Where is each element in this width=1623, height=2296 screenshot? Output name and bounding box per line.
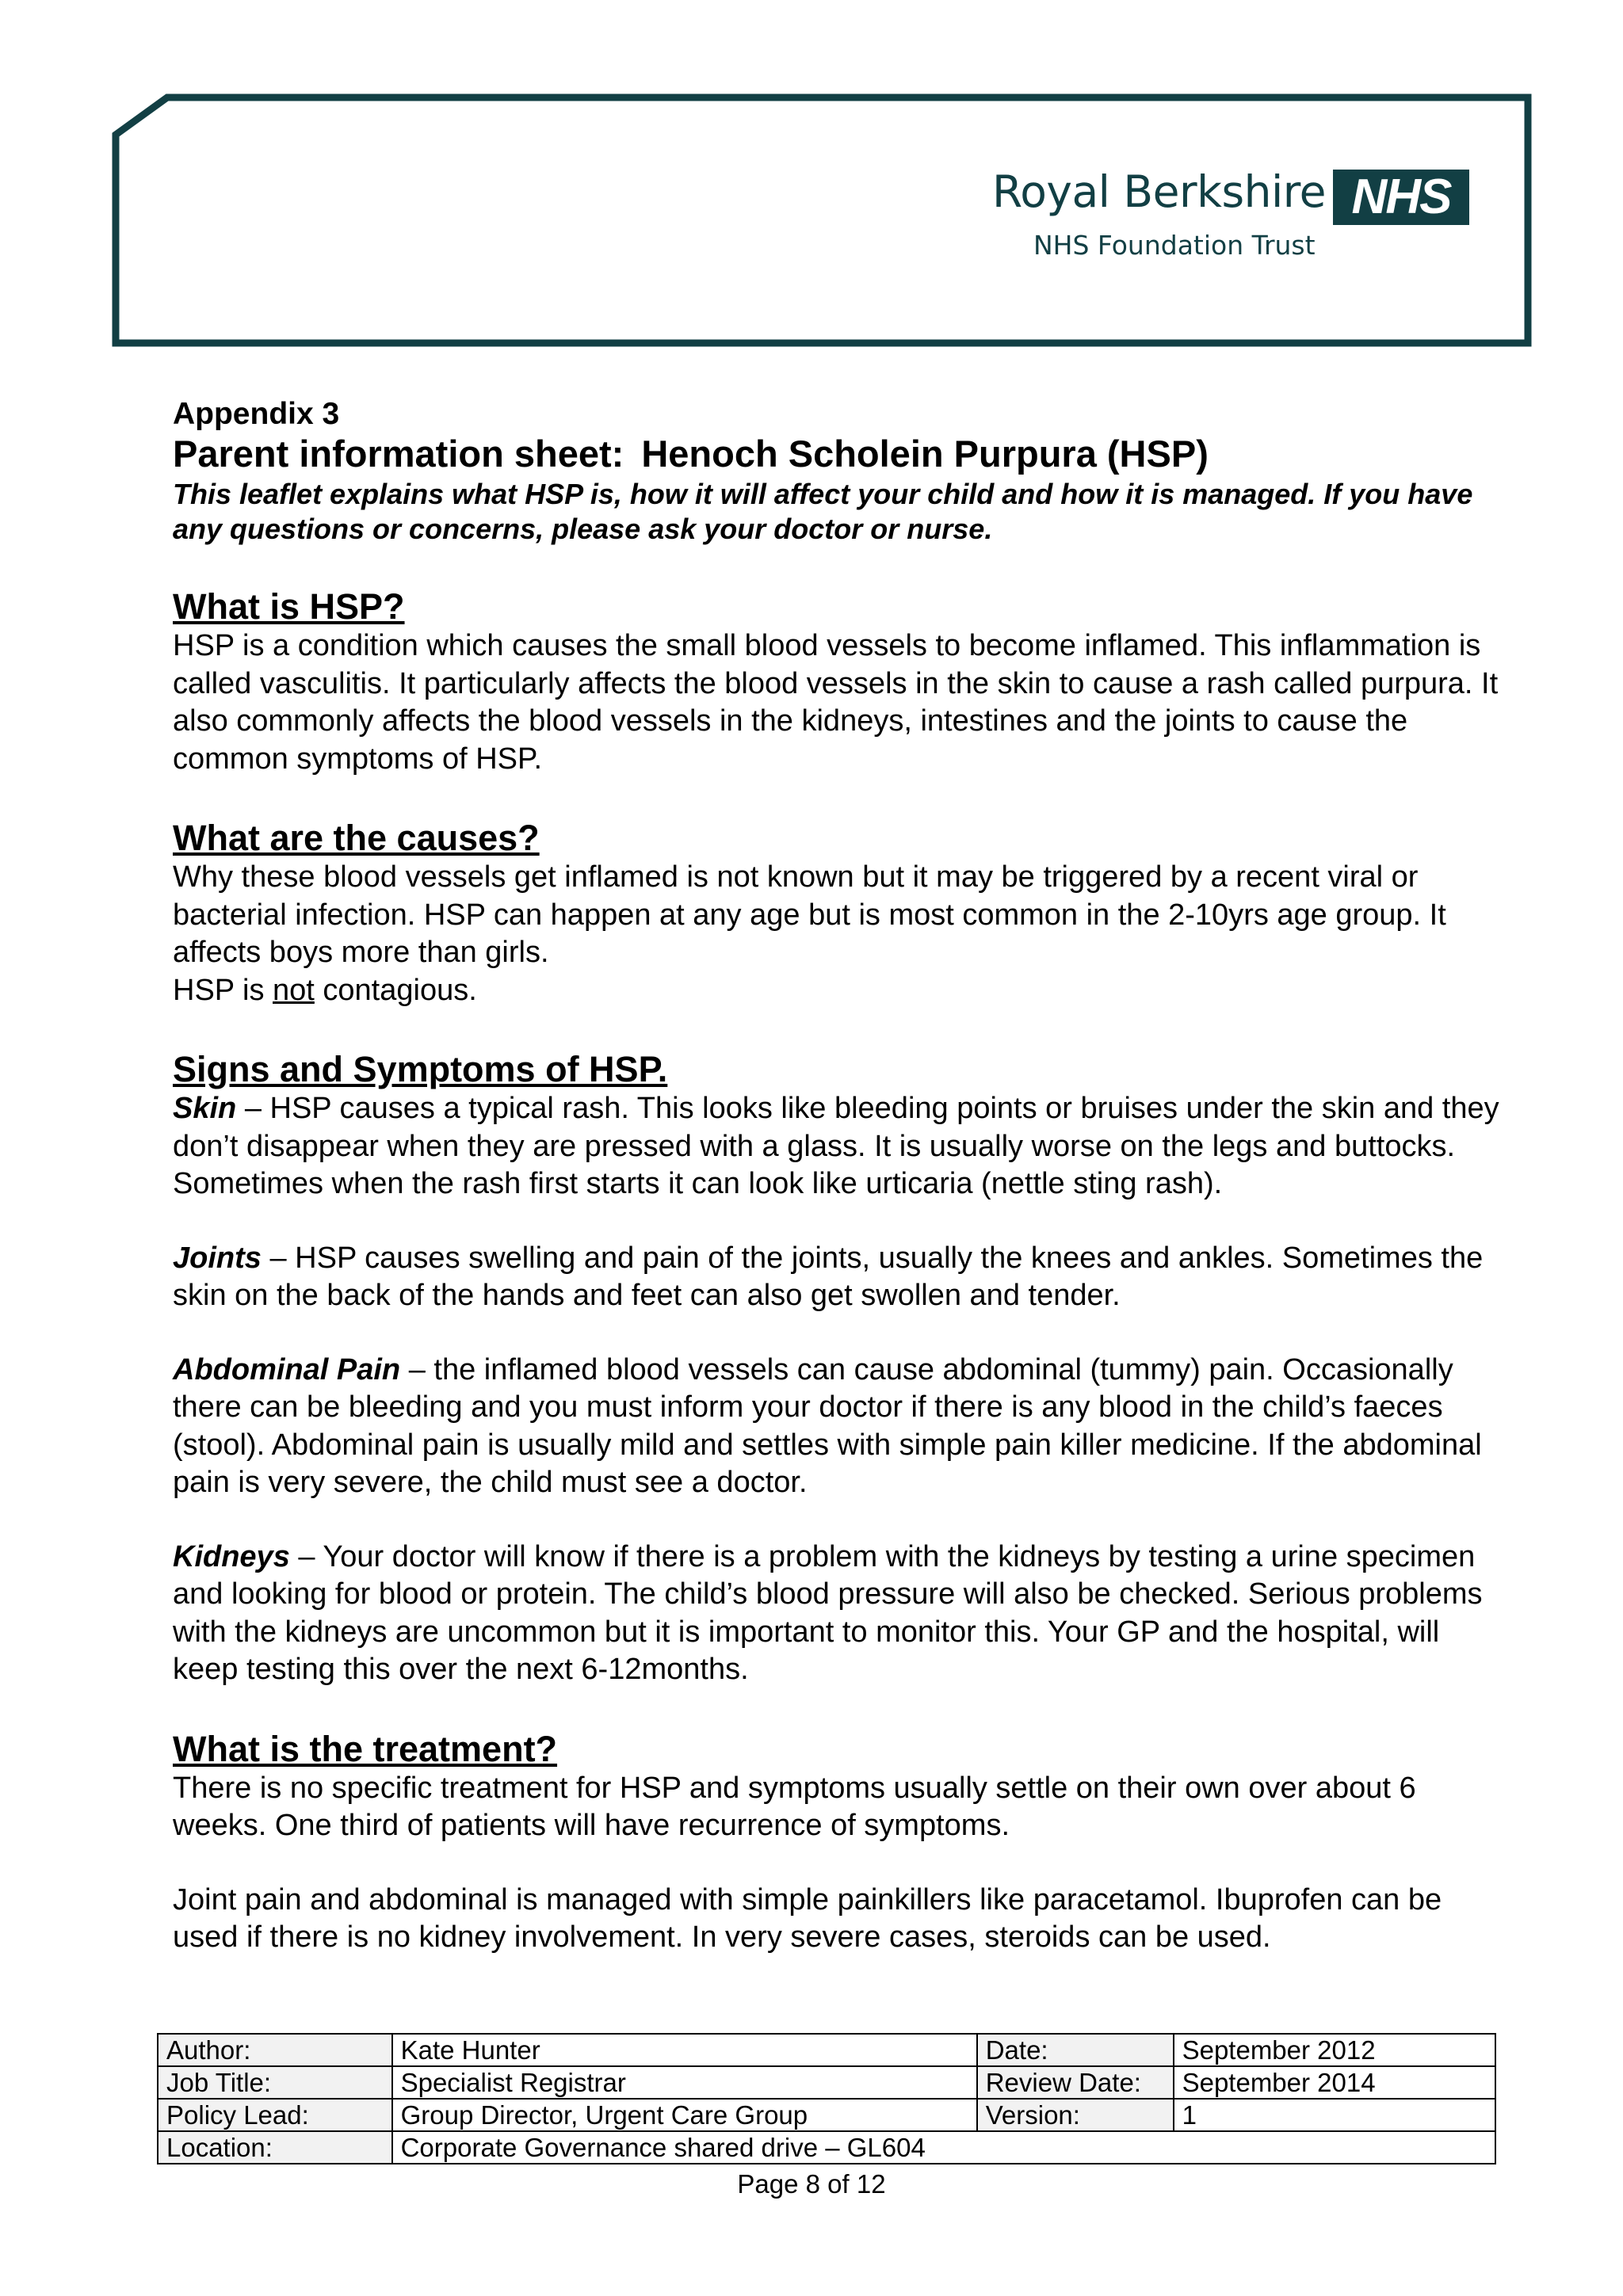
paragraph-kidneys <box>173 1539 1504 1689</box>
review-date-value: September 2014 <box>1174 2066 1495 2099</box>
skin-text: – HSP causes a typical rash. This looks like bleeding points or bruises under the skin and they don’t disappear when they are pressed with a glass. It is usually worse on the legs and buttocks. Sometimes when the rash first starts it can look like urticaria (nettle sting rash). <box>173 1092 1499 1200</box>
abdominal-text: – the inflamed blood vessels can cause abdominal (tummy) pain. Occasionally there can be bleeding and you must inform your doctor if there is any blood in the child’s faeces (stool). Abdominal pain is usually mild and settles with simple pain killer medicine. If the abdominal pain is very severe, the child must see a doctor. <box>173 1352 1482 1499</box>
version-label: Version: <box>977 2099 1174 2131</box>
abdominal-lead: Abdominal Pain <box>173 1352 401 1386</box>
title-prefix: Parent information sheet: <box>173 433 624 475</box>
paragraph-skin <box>173 1090 1504 1203</box>
date-value: September 2012 <box>1174 2034 1495 2066</box>
location-label: Location: <box>158 2131 392 2164</box>
logo-org-name: Royal Berkshire <box>992 166 1326 217</box>
paragraph-treatment-1: There is no specific treatment for HSP and symptoms usually settle on their own over about 6 weeks. One third of patients will have recurrence of symptoms. <box>173 1771 1416 1842</box>
policy-lead-label: Policy Lead: <box>158 2099 392 2131</box>
nhs-badge <box>1333 170 1469 225</box>
paragraph-what-is-hsp: HSP is a condition which causes the small blood vessels to become inflamed. This inflammation is called vasculitis. It particularly affects the blood vessels in the skin to cause a rash called purpura. It also commonly affects the blood vessels in the kidneys, intestines and the joints to cause the common symptoms of HSP. <box>173 629 1499 776</box>
appendix-label: Appendix 3 <box>173 397 340 431</box>
document-control-table <box>157 2033 1496 2164</box>
paragraph-abdominal <box>173 1352 1504 1502</box>
trust-logo <box>992 166 1484 269</box>
version-value: 1 <box>1174 2099 1495 2131</box>
table-row <box>158 2131 1495 2164</box>
page-number: Page 8 of 12 <box>737 2169 886 2199</box>
job-title-label: Job Title: <box>158 2066 392 2099</box>
skin-lead: Skin <box>173 1092 237 1125</box>
table-row <box>158 2034 1495 2066</box>
header-frame <box>0 0 1623 364</box>
review-date-label: Review Date: <box>977 2066 1174 2099</box>
kidneys-lead: Kidneys <box>173 1539 290 1573</box>
table-row <box>158 2066 1495 2099</box>
page-title <box>173 433 1504 475</box>
paragraph-treatment-2: Joint pain and abdominal is managed with simple painkillers like paracetamol. Ibuprofen can be used if there is no kidney involvement. In very severe cases, steroids can be used. <box>173 1882 1442 1954</box>
nhs-badge-text: NHS <box>1351 170 1451 224</box>
heading-what-is-hsp: What is HSP? <box>173 586 405 627</box>
heading-treatment: What is the treatment? <box>173 1728 558 1769</box>
paragraph-causes: Why these blood vessels get inflamed is not known but it may be triggered by a recent viral or bacterial infection. HSP can happen at any age but is most common in the 2-10yrs age group. It affects boys more than girls. <box>173 860 1446 969</box>
date-label: Date: <box>977 2034 1174 2066</box>
contagious-suffix: contagious. <box>323 973 477 1007</box>
author-value: Kate Hunter <box>392 2034 977 2066</box>
table-row <box>158 2099 1495 2131</box>
contagious-prefix: HSP is <box>173 973 265 1007</box>
paragraph-contagious <box>173 972 1504 1010</box>
document-body <box>173 396 1504 1957</box>
author-label: Author: <box>158 2034 392 2066</box>
kidneys-text: – Your doctor will know if there is a problem with the kidneys by testing a urine specimen and looking for blood or protein. The child’s blood pressure will also be checked. Serious problems with the kidneys are uncommon but it is important to monitor this. Your GP and the hospital, will keep testing this over the next 6-12months. <box>173 1539 1483 1686</box>
joints-text: – HSP causes swelling and pain of the joints, usually the knees and ankles. Sometimes the skin on the back of the hands and feet can also get swollen and tender. <box>173 1241 1484 1312</box>
intro-text: This leaflet explains what HSP is, how it will affect your child and how it is managed. If you have any questions or concerns, please ask your doctor or nurse. <box>173 478 1473 545</box>
contagious-not: not <box>273 973 315 1007</box>
paragraph-joints <box>173 1240 1504 1315</box>
policy-lead-value: Group Director, Urgent Care Group <box>392 2099 977 2131</box>
heading-causes: What are the causes? <box>173 818 540 858</box>
location-value: Corporate Governance shared drive – GL604 <box>392 2131 1495 2164</box>
logo-org-sub: NHS Foundation Trust <box>1033 230 1316 261</box>
job-title-value: Specialist Registrar <box>392 2066 977 2099</box>
title-main: Henoch Scholein Purpura (HSP) <box>641 433 1209 475</box>
heading-signs: Signs and Symptoms of HSP. <box>173 1049 668 1089</box>
joints-lead: Joints <box>173 1241 262 1275</box>
